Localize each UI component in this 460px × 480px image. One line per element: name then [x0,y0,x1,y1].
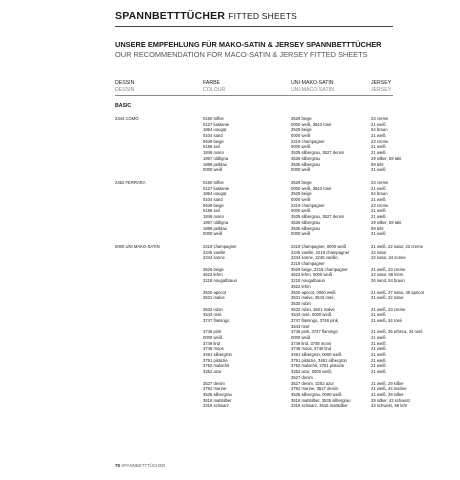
jersey-cell: 23 creme [371,116,389,121]
farbe-cell: 0000 weiß [203,231,223,237]
footer-brand: SPANNBETTTÜCHER [121,463,166,468]
uni-mako-satin-cell: 3535 silbergrau [291,225,320,231]
uni-mako-satin-cell: 3543 rosé [291,323,310,329]
uni-mako-satin-cell: 3543 rosé, 0000 weiß [291,312,332,318]
jersey-cell: 21 weiß [371,208,386,214]
jersey-cell: 21 weiß, 29 silber [371,380,404,386]
farbe-cell: 1864 nougat [203,127,227,133]
farbe-cell: 0180 toffee [203,180,224,185]
uni-mako-satin-cell: 3535 silbergrau [291,161,320,167]
uni-mako-satin-cell: 3532 rubin, 3621 malve [291,306,335,312]
jersey-cell: 23 creme [371,180,389,185]
uni-mako-satin-cell: 2219 champagner, 0000 weiß [291,244,347,249]
jersey-cell: 21 weiß [371,369,386,375]
uni-mako-satin-cell: 0000 weiß [291,197,311,203]
farbe-cell: 3749 lind [203,340,220,346]
jersey-cell: 21 weiß, 34 rosé [371,317,402,323]
jersey-cell: 54 braun [371,127,388,133]
product-group-ferrara [115,180,405,237]
column-header-farbe [203,80,225,93]
uni-mako-satin-cell: 3529 beige [291,116,312,121]
jersey-cell: 29 silber, 59 taki [371,155,402,161]
jersey-cell: 21 weiß [371,340,386,346]
uni-mako-satin-cell: 3535 silbergrau, 3527 denim [291,150,345,156]
farbe-cell: 2244 sonne [203,255,225,261]
farbe-cell: 0127 kastanie [203,121,230,127]
uni-mako-satin-cell: 3529 beige [291,180,312,185]
uni-mako-satin-cell: 3529 beige [291,127,312,133]
header-divider [115,95,393,96]
jersey-cell: 21 weiß [371,335,386,340]
uni-mako-satin-cell: 3616 mattsilber, 3535 silbergrau [291,397,351,403]
uni-mako-satin-cell: 0000 weiß [291,133,311,139]
recommendation-heading-en: OUR RECOMMENDATION FOR MACO-SATIN & JERSEY FITTED SHEETS [115,50,368,59]
jersey-cell: 23 creme [371,138,389,144]
jersey-cell: 21 weiß [371,352,386,358]
farbe-cell: 1848 rosen [203,214,224,220]
jersey-cell: 54 braun [371,191,388,197]
jersey-cell: 21 weiß, 23 creme [371,266,406,272]
farbe-cell: 3748 moos [203,346,224,352]
uni-mako-satin-cell: 3252 azur, 0000 weiß, [291,369,333,375]
uni-mako-satin-cell: 3530 rubin [291,300,311,306]
jersey-cell: 21 weiß [371,167,386,173]
farbe-cell: 0639 beige [203,202,224,208]
product-group-como [115,116,405,173]
column-header-uni-mako-satin [291,80,334,93]
uni-mako-satin-cell: 2245 vanille, 2219 champagner [291,249,350,255]
uni-mako-satin-cell: 3750 malachit, 3751 pistazie [291,363,345,369]
jersey-cell: 29 silber, 43 schwarz [371,397,411,403]
jersey-cell: 23 creme [371,202,389,208]
jersey-cell: 22 natur, 24 sonne [371,255,406,261]
farbe-cell: 3631 malve [203,295,225,301]
jersey-cell: 43 schwarz, 59 lehr [371,403,408,409]
uni-mako-satin-cell: 3631 malve, 3543 rosé, [291,295,335,301]
farbe-cell: 3218 nougatbraun [203,278,237,284]
column-header-sublabel: DESSIN [115,87,135,93]
jersey-cell: 26 sand, 54 braun [371,278,405,284]
uni-mako-satin-cell: 3530 apricot, 0000 weiß [291,289,336,295]
farbe-cell: 3746 pink [203,329,222,335]
column-header-sublabel: COLOUR [203,87,226,93]
uni-mako-satin-cell: 2219 champagner [291,202,325,208]
uni-mako-satin-cell: 3529 beige, 2219 champagner [291,266,348,272]
uni-mako-satin-cell: 3535 silbergrau [291,155,320,161]
jersey-cell: 22 natur, 58 lehm [371,272,404,278]
jersey-cell: 21 weiß [371,357,386,363]
farbe-cell: 3622 lehm [203,272,223,278]
uni-mako-satin-cell: 3527 denim [291,374,313,380]
uni-mako-satin-cell: 0000 weiß [291,144,311,150]
farbe-cell: 3529 beige [203,266,224,272]
column-header-label: UNI-MAKO-SATIN [291,80,334,86]
column-header-label: JERSEY [371,80,392,86]
farbe-cell: 3252 azur [203,369,222,375]
farbe-cell: 3751 pistazie [203,357,228,363]
jersey-cell: 21 weiß [371,144,386,150]
jersey-cell: 21 weiß, 27 natur, 49 apricot [371,289,424,295]
jersey-cell: 21 weiß [371,133,386,139]
farbe-cell: 3527 denim [203,380,225,386]
dessin-cell: 2344 COMO [115,116,139,121]
farbe-cell: 0127 kastanie [203,185,230,191]
jersey-cell: 21 weiß [371,231,386,237]
table-row [115,167,405,173]
uni-mako-satin-cell: 3747 flamingo, 3746 pink, [291,317,339,323]
jersey-cell: 22 natur [371,249,387,255]
uni-mako-satin-cell: 2219 champagner [291,261,325,267]
uni-mako-satin-cell: 3748 moos, 3749 lind [291,346,332,352]
uni-mako-satin-cell: 3746 pink, 3747 flamingo [291,329,338,335]
jersey-cell: 21 weiß [371,346,386,352]
jersey-cell: 21 weiß [371,214,386,220]
jersey-cell: 59 lehr [371,161,384,167]
jersey-cell: 21 weiß, 22 natur, 23 creme [371,244,423,249]
uni-mako-satin-cell: 3622 lehm, 0000 weiß [291,272,333,278]
farbe-cell: 1867 oldfigna [203,155,229,161]
uni-mako-satin-cell: 2219 champagner [291,138,325,144]
farbe-cell: 3532 rubin [203,306,223,312]
table-row [115,231,405,237]
jersey-cell: 21 weiß [371,312,386,318]
uni-mako-satin-cell: 0000 weiß [291,167,311,173]
jersey-cell: 21 weiß [371,197,386,203]
jersey-cell: 21 weiß, 29 silber [371,391,404,397]
uni-mako-satin-cell: 3491 silbergrün, 0000 weiß [291,352,342,358]
farbe-cell: 0000 weiß [203,335,223,340]
uni-mako-satin-cell: 3752 marine, 3527 denim [291,386,339,392]
uni-mako-satin-cell: 3749 lind, 3748 moos [291,340,332,346]
page-title-main: SPANNBETTTÜCHER [115,10,226,22]
jersey-cell: 21 weiß [371,150,386,156]
column-header-label: DESSIN [115,80,135,86]
farbe-cell: 3530 apricot [203,289,227,295]
column-header-dessin [115,80,134,93]
uni-mako-satin-cell: 3318 schwarz, 3616 mattsilber [291,403,348,409]
uni-mako-satin-cell: 0000 weiß, 3543 rosé [291,185,332,191]
farbe-cell: 1867 oldfigna [203,219,229,225]
uni-mako-satin-cell: 2244 sonne, 2245 vanille, [291,255,339,261]
farbe-cell: 0104 sand [203,133,223,139]
farbe-cell: 3535 silbergrau [203,391,232,397]
jersey-cell: 21 weiß, 35 erbsca, 34 rosé [371,329,423,335]
page-footer [115,463,165,468]
uni-mako-satin-cell: 0000 weiß [291,231,311,237]
farbe-cell: 3750 malachit [203,363,230,369]
uni-mako-satin-cell: 0000 weiß [291,208,311,214]
uni-mako-satin-cell: 3535 silbergrau, 0000 weiß [291,391,342,397]
product-group-uni-mako-satin [115,244,424,409]
farbe-cell: 1868 pelblau [203,225,227,231]
page-number: 70 [115,463,120,468]
farbe-cell: 0104 sand [203,197,223,203]
column-header-label: FARBE [203,80,221,86]
farbe-cell: 3491 silbergrün [203,352,232,358]
dessin-cell: 2452 FERRARA [115,180,146,185]
farbe-cell: 3616 mattsilber [203,397,232,403]
farbe-cell: 0000 weiß [203,167,223,173]
farbe-cell: 1848 rosen [203,150,224,156]
farbe-cell: 3318 schwarz [203,403,229,409]
farbe-cell: 3543 rosé [203,312,222,318]
column-header-sublabel: UNI-MACO-SATIN [291,87,334,93]
jersey-cell: 21 weiß, 22 natur [371,295,404,301]
section-heading: BASIC [115,103,132,109]
jersey-cell: 59 lehr [371,225,384,231]
dessin-cell: 0000 UNI MAKO-SATIN [115,244,160,249]
farbe-cell: 3752 marine [203,386,227,392]
column-header-jersey [371,80,391,93]
uni-mako-satin-cell: 0000 weiß, 3543 rosé [291,121,332,127]
table-row [115,403,408,409]
farbe-cell: 1864 nougat [203,191,227,197]
page-title [115,10,297,22]
farbe-cell: 0188 seil [203,208,220,214]
uni-mako-satin-cell: 3527 denim, 3252 azur [291,380,334,386]
title-divider [115,26,393,27]
uni-mako-satin-cell: 3535 silbergrau, 3527 denim [291,214,345,220]
farbe-cell: 2219 champagner [203,244,237,249]
recommendation-heading-de: UNSERE EMPFEHLUNG FÜR MAKO-SATIN & JERSEY SPANNBETTTÜCHER [115,40,382,49]
farbe-cell: 3747 flamingo [203,317,230,323]
uni-mako-satin-cell: 0000 weiß [291,335,311,340]
uni-mako-satin-cell: 3535 silbergrau [291,219,320,225]
page-title-sub: FITTED SHEETS [228,11,297,21]
jersey-cell: 21 weiß, 23 creme [371,306,406,312]
uni-mako-satin-cell: 3622 lehm [291,283,311,289]
uni-mako-satin-cell: 3218 nougatbraun [291,278,325,284]
jersey-cell: 21 weiß [371,185,386,191]
farbe-cell: 0639 beige [203,138,224,144]
jersey-cell: 21 weiß [371,363,386,369]
farbe-cell: 2245 vanille [203,249,226,255]
jersey-cell: 29 silber, 59 taki [371,219,402,225]
uni-mako-satin-cell: 3529 beige [291,191,312,197]
jersey-cell: 21 weiß, 44 marine [371,386,407,392]
farbe-cell: 1868 pelblau [203,161,227,167]
farbe-cell: 0188 seil [203,144,220,150]
jersey-cell: 21 weiß [371,121,386,127]
farbe-cell: 0180 toffee [203,116,224,121]
uni-mako-satin-cell: 3751 pistazie, 3491 silbergrün [291,357,347,363]
column-header-sublabel: JERSEY [371,87,392,93]
